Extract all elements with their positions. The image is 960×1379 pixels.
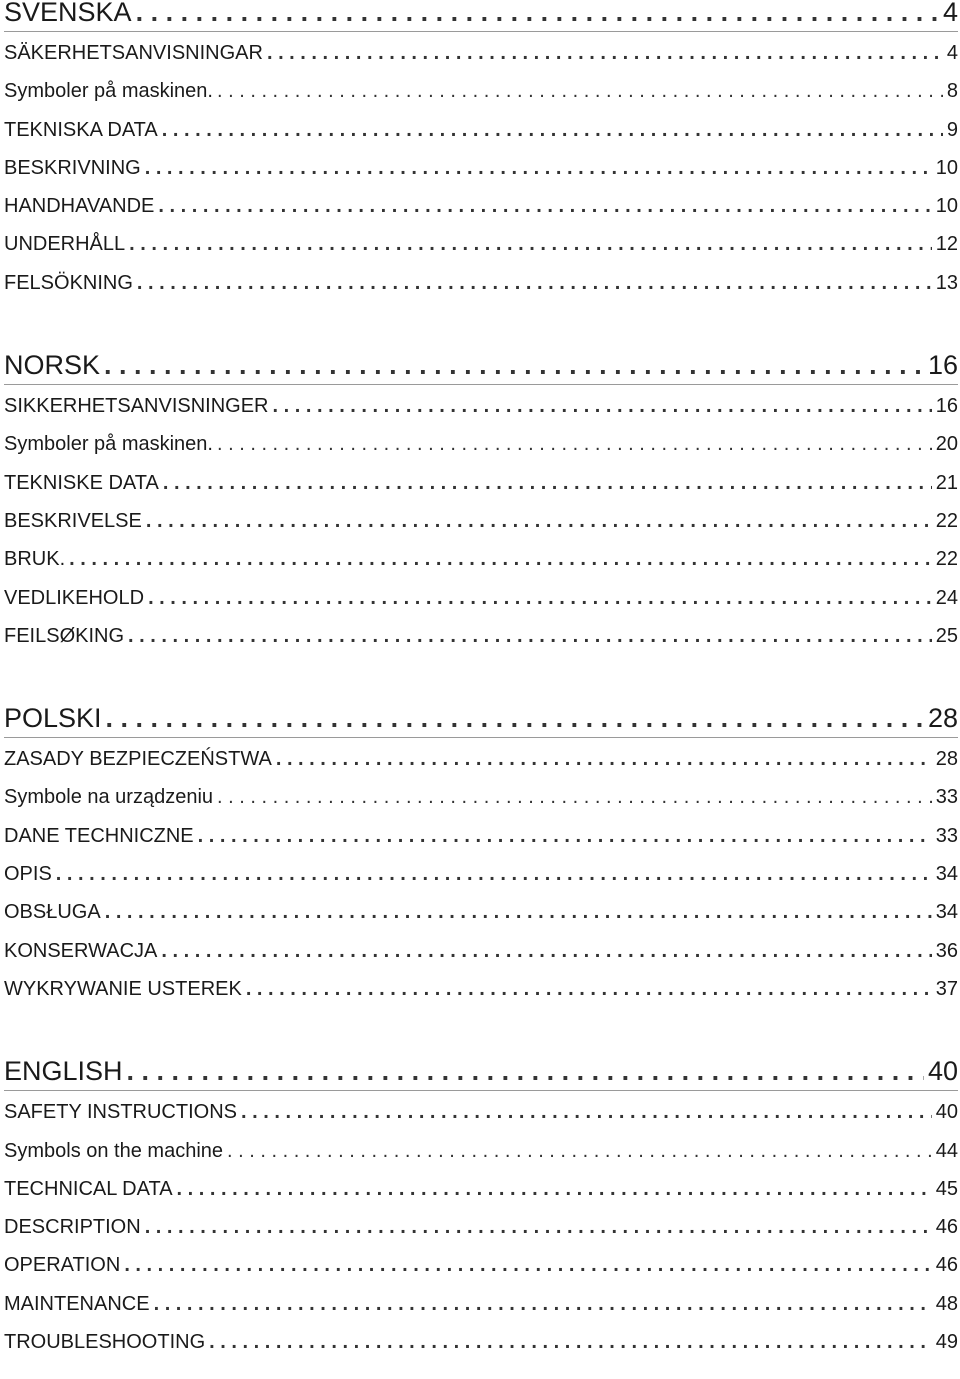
page-number: 36 xyxy=(935,939,958,962)
page-number: 34 xyxy=(935,863,958,886)
toc-entry[interactable] xyxy=(4,425,958,463)
dot-leader xyxy=(104,346,924,384)
dot-leader xyxy=(146,502,932,540)
page-number: 4 xyxy=(942,0,958,27)
page-number: 28 xyxy=(927,703,958,734)
dot-leader xyxy=(217,72,943,110)
section-spacer xyxy=(4,1008,958,1052)
page-number: 13 xyxy=(935,271,958,294)
dot-leader xyxy=(127,1052,924,1090)
dot-leader xyxy=(209,1323,932,1361)
toc-entry[interactable] xyxy=(4,855,958,893)
toc-entry[interactable] xyxy=(4,540,958,578)
entry-title: WYKRYWANIE USTEREK xyxy=(4,977,242,1000)
page-number: 25 xyxy=(935,624,958,647)
toc-entry[interactable] xyxy=(4,1208,958,1246)
toc-section-polski xyxy=(4,699,958,1008)
dot-leader xyxy=(163,464,932,502)
section-spacer xyxy=(4,655,958,699)
entry-title: Symboler på maskinen. xyxy=(4,80,213,103)
toc-section-heading[interactable] xyxy=(4,0,958,32)
dot-leader xyxy=(128,617,932,655)
page-number: 37 xyxy=(935,977,958,1000)
dot-leader xyxy=(137,264,932,302)
dot-leader xyxy=(145,1208,932,1246)
entry-title: BESKRIVELSE xyxy=(4,509,142,532)
dot-leader xyxy=(177,1170,932,1208)
page-number: 48 xyxy=(935,1292,958,1315)
entry-title: KONSERWACJA xyxy=(4,939,158,962)
entry-title: TEKNISKE DATA xyxy=(4,471,159,494)
entry-title: FELSÖKNING xyxy=(4,271,133,294)
section-title: SVENSKA xyxy=(4,0,132,27)
table-of-contents xyxy=(4,0,958,1361)
page-number: 16 xyxy=(935,395,958,418)
toc-entry[interactable] xyxy=(4,1170,958,1208)
entry-title: HANDHAVANDE xyxy=(4,195,155,218)
toc-entry[interactable] xyxy=(4,1246,958,1284)
toc-entry[interactable] xyxy=(4,817,958,855)
dot-leader xyxy=(148,579,932,617)
dot-leader xyxy=(154,1285,932,1323)
toc-entry[interactable] xyxy=(4,264,958,302)
entry-title: SAFETY INSTRUCTIONS xyxy=(4,1101,237,1124)
dot-leader xyxy=(246,970,932,1008)
section-title: POLSKI xyxy=(4,703,102,734)
toc-entry[interactable] xyxy=(4,225,958,263)
dot-leader xyxy=(227,1132,932,1170)
toc-entry[interactable] xyxy=(4,970,958,1008)
dot-leader xyxy=(56,855,932,893)
dot-leader xyxy=(198,817,932,855)
entry-title: VEDLIKEHOLD xyxy=(4,586,145,609)
page-number: 22 xyxy=(935,548,958,571)
toc-section-heading[interactable] xyxy=(4,1052,958,1091)
entry-title: DESCRIPTION xyxy=(4,1216,141,1239)
page-number: 8 xyxy=(946,80,958,103)
toc-entry[interactable] xyxy=(4,1132,958,1170)
entry-title: FEILSØKING xyxy=(4,624,125,647)
page-number: 24 xyxy=(935,586,958,609)
toc-section-heading[interactable] xyxy=(4,346,958,385)
dot-leader xyxy=(105,893,932,931)
page-number: 10 xyxy=(935,195,958,218)
entry-title: BRUK. xyxy=(4,548,66,571)
entry-title: TEKNISKA DATA xyxy=(4,118,158,141)
page-number: 49 xyxy=(935,1331,958,1354)
toc-entry[interactable] xyxy=(4,617,958,655)
toc-entry[interactable] xyxy=(4,778,958,816)
toc-section-svenska xyxy=(4,0,958,302)
page-number: 33 xyxy=(935,786,958,809)
entry-title: OPIS xyxy=(4,863,52,886)
page-number: 45 xyxy=(935,1177,958,1200)
section-title: ENGLISH xyxy=(4,1056,123,1087)
entry-title: SIKKERHETSANVISNINGER xyxy=(4,395,269,418)
toc-entry[interactable] xyxy=(4,932,958,970)
entry-title: OPERATION xyxy=(4,1254,121,1277)
dot-leader xyxy=(217,425,932,463)
toc-entry[interactable] xyxy=(4,740,958,778)
section-title: NORSK xyxy=(4,350,101,381)
entry-title: TROUBLESHOOTING xyxy=(4,1331,206,1354)
section-spacer xyxy=(4,302,958,346)
page-number: 28 xyxy=(935,748,958,771)
page-number: 16 xyxy=(927,350,958,381)
page-number: 12 xyxy=(935,233,958,256)
page-number: 34 xyxy=(935,901,958,924)
entry-title: BESKRIVNING xyxy=(4,156,141,179)
toc-entry[interactable] xyxy=(4,72,958,110)
dot-leader xyxy=(276,740,932,778)
entry-title: ZASADY BEZPIECZEŃSTWA xyxy=(4,748,272,771)
page-number: 46 xyxy=(935,1254,958,1277)
dot-leader xyxy=(241,1093,932,1131)
dot-leader xyxy=(273,387,932,425)
entry-title: Symbols on the machine xyxy=(4,1139,224,1162)
toc-entry[interactable] xyxy=(4,149,958,187)
entry-title: Symbole na urządzeniu xyxy=(4,786,214,809)
toc-entry[interactable] xyxy=(4,34,958,72)
entry-title: SÄKERHETSANVISNINGAR xyxy=(4,42,263,64)
page-number: 20 xyxy=(935,433,958,456)
page-number: 40 xyxy=(927,1056,958,1087)
dot-leader xyxy=(69,540,932,578)
toc-entry[interactable] xyxy=(4,387,958,425)
dot-leader xyxy=(136,0,939,31)
entry-title: OBSŁUGA xyxy=(4,901,101,924)
page-number: 33 xyxy=(935,824,958,847)
toc-entry[interactable] xyxy=(4,893,958,931)
toc-entry[interactable] xyxy=(4,502,958,540)
entry-title: Symboler på maskinen. xyxy=(4,433,213,456)
toc-entry[interactable] xyxy=(4,111,958,149)
toc-section-english xyxy=(4,1052,958,1361)
page-number: 9 xyxy=(946,118,958,141)
dot-leader xyxy=(145,149,932,187)
page-number: 44 xyxy=(935,1139,958,1162)
toc-entry[interactable] xyxy=(4,464,958,502)
dot-leader xyxy=(124,1246,931,1284)
page-number: 4 xyxy=(946,42,958,64)
toc-entry[interactable] xyxy=(4,579,958,617)
dot-leader xyxy=(267,34,943,72)
dot-leader xyxy=(217,778,932,816)
page-number: 46 xyxy=(935,1216,958,1239)
page-number: 10 xyxy=(935,156,958,179)
toc-entry[interactable] xyxy=(4,1093,958,1131)
toc-entry[interactable] xyxy=(4,1285,958,1323)
toc-entry[interactable] xyxy=(4,187,958,225)
toc-section-norsk xyxy=(4,346,958,655)
dot-leader xyxy=(161,932,931,970)
entry-title: DANE TECHNICZNE xyxy=(4,824,194,847)
entry-title: TECHNICAL DATA xyxy=(4,1177,173,1200)
entry-title: UNDERHÅLL xyxy=(4,233,126,256)
page-number: 21 xyxy=(935,471,958,494)
toc-section-heading[interactable] xyxy=(4,699,958,738)
entry-title: MAINTENANCE xyxy=(4,1292,150,1315)
dot-leader xyxy=(129,225,932,263)
dot-leader xyxy=(106,699,924,737)
toc-entry[interactable] xyxy=(4,1323,958,1361)
page-number: 40 xyxy=(935,1101,958,1124)
dot-leader xyxy=(162,111,943,149)
page-number: 22 xyxy=(935,509,958,532)
dot-leader xyxy=(158,187,931,225)
